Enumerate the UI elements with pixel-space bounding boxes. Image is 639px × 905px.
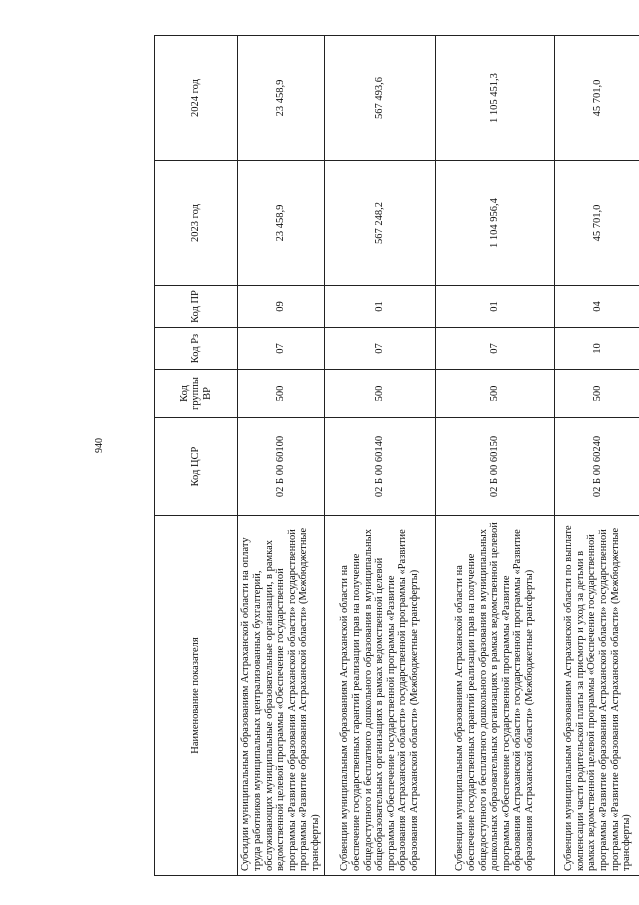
row-csr: 02 Б 00 60100 [238,418,325,516]
row-pr: 01 [436,286,555,328]
row-csr: 02 Б 00 60150 [436,418,555,516]
row-rz: 07 [436,328,555,370]
row-name: Субвенции муниципальным образованиям Астраханской области на обеспечение государственных гарантий реализации прав на получение общедоступного и бесплатного дошкольного образования в муниципальных общеобразовательных организациях в рамках ведомственной целевой программы «Обеспечение государственной программы «Развитие образования Астраханской области» государственной программы «Развитие образования Астраханской области» (Межбюджетные трансферты) [325,516,436,876]
row-vr: 500 [238,370,325,418]
header-pr: Код ПР [155,286,238,328]
rotated-table-container [154,36,633,876]
table-row [436,36,555,876]
table-row [555,36,639,876]
row-2023: 1 104 956,4 [436,161,555,286]
budget-table [154,35,639,876]
row-name: Субсидии муниципальным образованиям Астраханской области на оплату труда работников муниципальных централизованных бухгалтерий, обслуживающих муниципальные образовательные организации, в рамках ведомственной целевой программы «Обеспечение государственной программы «Развитие образования Астраханской области» государственной программы «Развитие образования Астраханской области» (Межбюджетные трансферты) [238,516,325,876]
header-name: Наименование показателя [155,516,238,876]
row-pr: 04 [555,286,639,328]
row-vr: 500 [555,370,639,418]
header-csr: Код ЦСР [155,418,238,516]
page-number: 940 [94,438,105,453]
row-2024: 567 493,6 [325,36,436,161]
row-pr: 09 [238,286,325,328]
table-row [238,36,325,876]
row-rz: 07 [238,328,325,370]
row-2023: 45 701,0 [555,161,639,286]
row-vr: 500 [325,370,436,418]
header-rz: Код Рз [155,328,238,370]
header-2023: 2023 год [155,161,238,286]
row-csr: 02 Б 00 60240 [555,418,639,516]
row-rz: 10 [555,328,639,370]
row-rz: 07 [325,328,436,370]
header-2024: 2024 год [155,36,238,161]
row-2024: 45 701,0 [555,36,639,161]
header-vr: Код группы ВР [155,370,238,418]
row-name: Субвенции муниципальным образованиям Астраханской области на обеспечение государственных гарантий реализации прав на получение общедоступного и бесплатного дошкольного образования в муниципальных дошкольных образовательных организациях в рамках ведомственной целевой программы «Обеспечение государственной программы «Развитие образования Астраханской области» государственной программы «Развитие образования Астраханской области» (Межбюджетные трансферты) [436,516,555,876]
row-2024: 1 105 451,3 [436,36,555,161]
row-2023: 567 248,2 [325,161,436,286]
row-2023: 23 458,9 [238,161,325,286]
row-csr: 02 Б 00 60140 [325,418,436,516]
header-row [155,36,238,876]
row-name: Субвенции муниципальным образованиям Астраханской области по выплате компенсации части родительской платы за присмотр и уход за детьми в рамках ведомственной целевой программы «Обеспечение государственной программы «Развитие образования Астраханской области» государственной программы «Развитие образования Астраханской области» (Межбюджетные трансферты) [555,516,639,876]
table-row [325,36,436,876]
row-vr: 500 [436,370,555,418]
row-2024: 23 458,9 [238,36,325,161]
row-pr: 01 [325,286,436,328]
